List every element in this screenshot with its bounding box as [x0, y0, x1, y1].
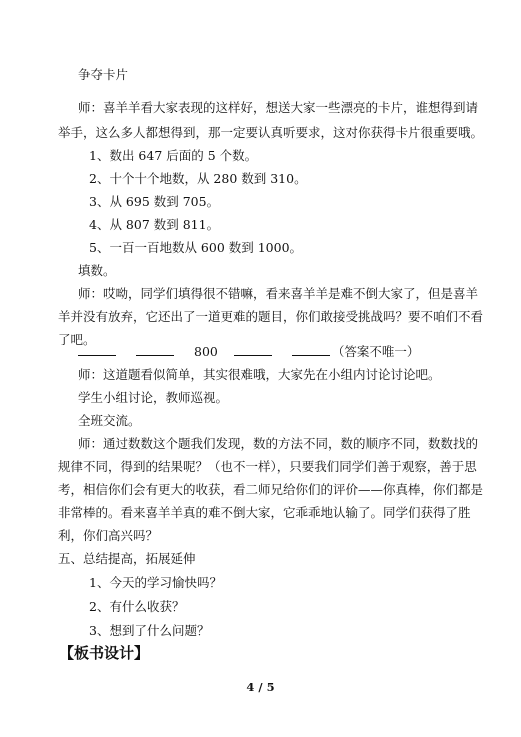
- conclusion-line-1: 师：通过数数这个题我们发现，数的方法不同，数的顺序不同，数数找的: [78, 436, 479, 451]
- question-1: 1、今天的学习愉快吗？: [89, 575, 222, 590]
- challenge-line-2: 羊并没有放弃，它还出了一道更难的题目，你们敢接受挑战吗？要不咱们不看: [58, 309, 484, 324]
- question-3: 3、想到了什么问题？: [89, 623, 210, 638]
- conclusion-line-3: 考，相信你们会有更大的收获，看二师兄给你们的评价——你真棒，你们都是: [58, 482, 484, 497]
- task-5: 5、一百一百地数从 600 数到 1000。: [89, 240, 303, 255]
- task-1: 1、数出 647 后面的 5 个数。: [89, 148, 258, 163]
- group-discuss: 学生小组讨论，教师巡视。: [78, 390, 229, 405]
- challenge-line-3: 了吧。: [58, 332, 96, 347]
- blank-1: [78, 343, 116, 356]
- conclusion-line-5: 利，你们高兴吗？: [58, 528, 159, 543]
- conclusion-line-2: 规律不同，得到的结果呢？（也不一样），只要我们同学们善于观察，善于思: [58, 459, 477, 474]
- challenge-line-1: 师：哎呦，同学们填得很不错嘛，看来喜羊羊是难不倒大家了，但是喜羊: [78, 286, 479, 301]
- given-number: 800: [194, 344, 218, 359]
- task-3: 3、从 695 数到 705。: [89, 194, 220, 209]
- number-blanks-row: [78, 343, 419, 360]
- question-2: 2、有什么收获？: [89, 599, 185, 614]
- section-title: 争夺卡片: [78, 67, 129, 82]
- conclusion-line-4: 非常棒的。看来喜羊羊真的难不倒大家，它乖乖地认输了。同学们获得了胜: [58, 505, 471, 520]
- answer-note: （答案不唯一）: [331, 344, 420, 359]
- intro-line-2: 举手，这么多人都想得到，那一定要认真听要求，这对你获得卡片很重要哦。: [58, 125, 484, 140]
- intro-line-1: 师：喜羊羊看大家表现的这样好，想送大家一些漂亮的卡片，谁想得到请: [78, 100, 479, 115]
- hint-line: 师：这道题看似简单，其实很难哦，大家先在小组内讨论讨论吧。: [78, 367, 441, 382]
- task-4: 4、从 807 数到 811。: [89, 217, 220, 232]
- blank-2: [136, 343, 174, 356]
- class-share: 全班交流。: [78, 413, 141, 428]
- section5-title: 五、总结提高，拓展延伸: [58, 551, 196, 566]
- blank-3: [234, 343, 272, 356]
- blank-4: [292, 343, 330, 356]
- task-2: 2、十个十个地数，从 280 数到 310。: [89, 171, 307, 186]
- board-heading: 【板书设计】: [59, 644, 150, 662]
- fill-label: 填数。: [78, 263, 116, 278]
- page-number: 4 / 5: [246, 680, 275, 694]
